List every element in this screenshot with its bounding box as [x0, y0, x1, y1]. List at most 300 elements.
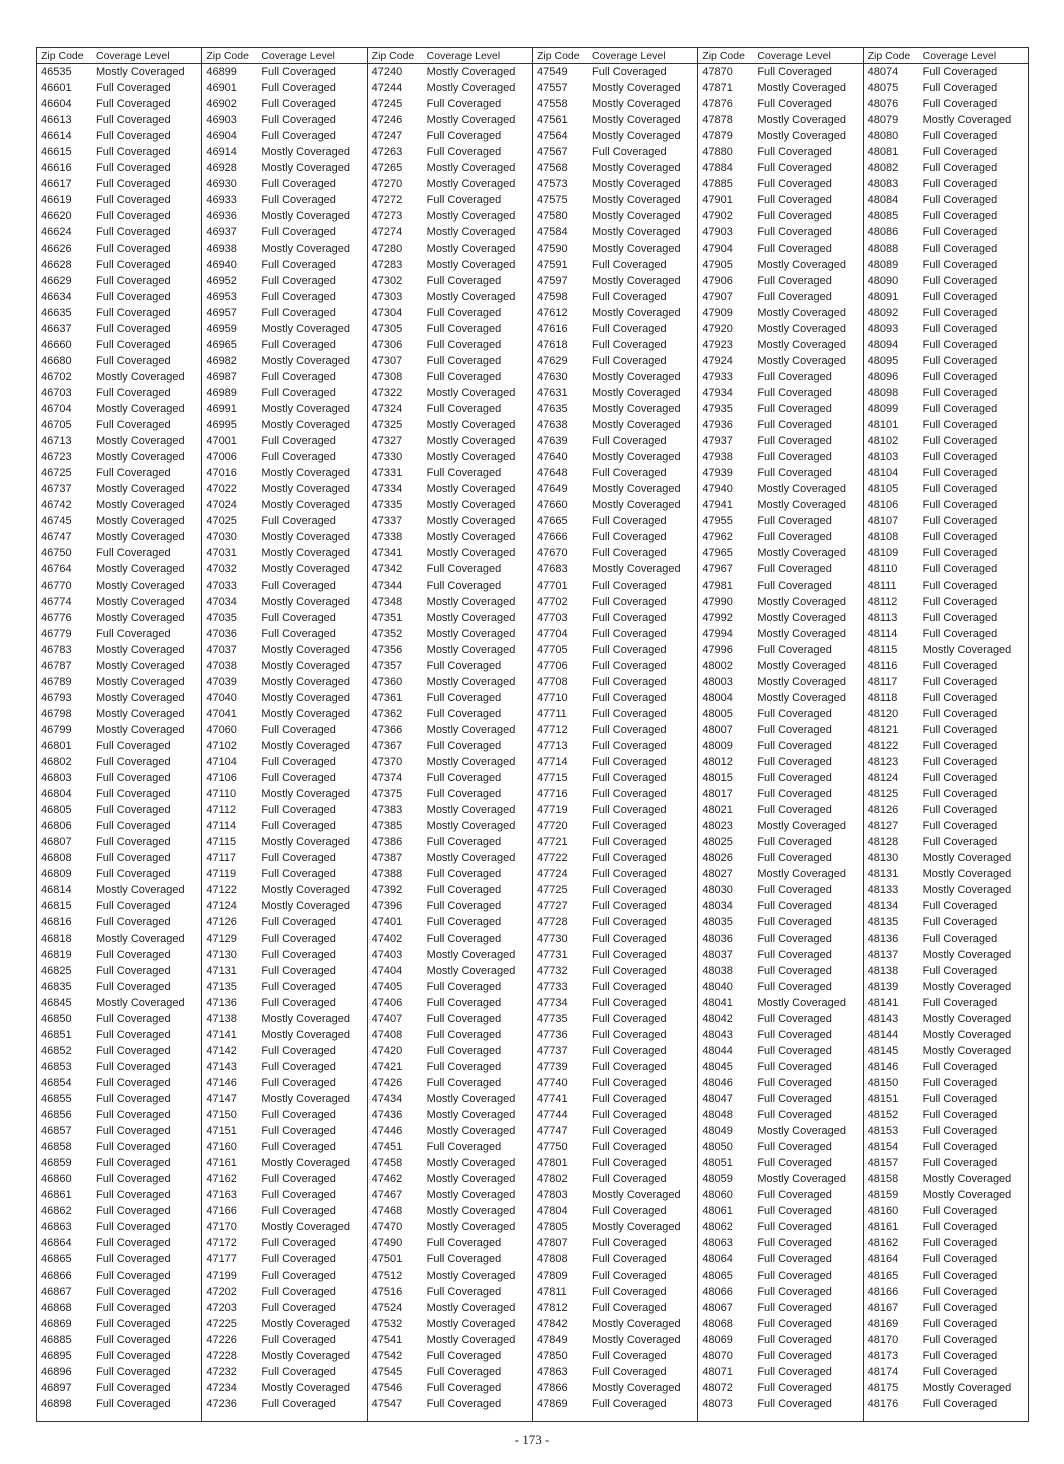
zip-code-cell: 48096 — [867, 370, 899, 383]
zip-code-cell: 47202 — [206, 1285, 237, 1298]
coverage-level-cell: Full Coveraged — [426, 739, 502, 752]
table-row — [368, 1251, 532, 1267]
table-row — [37, 1396, 201, 1412]
zip-code-cell: 46862 — [41, 1205, 72, 1218]
coverage-level-cell: Full Coveraged — [96, 788, 171, 801]
table-row — [533, 144, 697, 160]
zip-code-cell: 46899 — [206, 66, 237, 78]
table-row — [202, 1300, 366, 1316]
coverage-level-cell: Full Coveraged — [922, 916, 998, 929]
zip-code-cell: 47870 — [702, 66, 733, 78]
table-row — [698, 979, 862, 995]
coverage-level-cell: Mostly Coveraged — [96, 707, 185, 720]
coverage-level-cell: Full Coveraged — [591, 611, 667, 624]
table-row — [37, 898, 201, 914]
coverage-level-cell: Mostly Coveraged — [426, 419, 516, 432]
zip-code-cell: 47649 — [536, 483, 568, 496]
table-row — [698, 1171, 862, 1187]
coverage-level-cell: Mostly Coveraged — [591, 1381, 681, 1394]
coverage-level-cell: Mostly Coveraged — [757, 996, 846, 1009]
zip-code-cell: 48038 — [702, 964, 733, 977]
coverage-level-cell: Full Coveraged — [96, 756, 171, 769]
coverage-level-cell: Full Coveraged — [261, 611, 336, 624]
table-row — [698, 770, 862, 786]
table-row — [864, 1396, 1028, 1412]
zip-code-cell: 47039 — [206, 675, 237, 688]
coverage-level-cell: Full Coveraged — [591, 531, 667, 544]
coverage-level-cell: Full Coveraged — [426, 916, 502, 929]
coverage-level-cell: Full Coveraged — [757, 1397, 832, 1410]
coverage-level-cell: Full Coveraged — [261, 996, 336, 1009]
coverage-level-cell: Full Coveraged — [96, 1365, 171, 1378]
coverage-level-cell: Mostly Coveraged — [757, 547, 846, 560]
coverage-level-cell: Mostly Coveraged — [96, 435, 185, 448]
zip-code-cell: 46774 — [41, 595, 72, 608]
coverage-level-cell: Full Coveraged — [96, 386, 171, 399]
coverage-level-cell: Mostly Coveraged — [426, 595, 516, 608]
table-row — [368, 1348, 532, 1364]
table-row — [698, 64, 862, 80]
zip-code-cell: 47939 — [702, 467, 733, 480]
table-row — [202, 770, 366, 786]
table-row — [533, 561, 697, 577]
zip-code-cell: 48104 — [867, 467, 899, 480]
zip-code-cell: 46628 — [41, 258, 72, 271]
zip-code-cell: 48089 — [867, 258, 899, 271]
table-row — [37, 1139, 201, 1155]
coverage-level-cell: Full Coveraged — [261, 98, 336, 111]
table-row — [368, 1203, 532, 1219]
zip-code-cell: 47436 — [371, 1109, 403, 1122]
zip-code-cell: 47303 — [371, 290, 403, 303]
table-row — [864, 1235, 1028, 1251]
zip-code-cell: 48164 — [867, 1253, 899, 1266]
zip-code-cell: 47136 — [206, 996, 237, 1009]
zip-code-cell: 47884 — [702, 162, 733, 175]
table-row — [37, 658, 201, 674]
table-row — [864, 690, 1028, 706]
coverage-level-cell: Full Coveraged — [96, 1237, 171, 1250]
table-row — [864, 1380, 1028, 1396]
zip-code-cell: 46601 — [41, 82, 72, 95]
table-row — [533, 1396, 697, 1412]
zip-code-cell: 46819 — [41, 948, 72, 961]
coverage-level-cell: Full Coveraged — [757, 948, 832, 961]
coverage-level-header: Coverage Level — [261, 50, 335, 62]
table-row — [368, 979, 532, 995]
coverage-level-cell: Full Coveraged — [757, 1189, 832, 1202]
table-row — [864, 192, 1028, 208]
zip-code-cell: 48176 — [867, 1397, 899, 1410]
table-row — [37, 1059, 201, 1075]
table-row — [368, 529, 532, 545]
zip-code-cell: 48083 — [867, 178, 899, 191]
coverage-level-cell: Full Coveraged — [922, 1237, 998, 1250]
table-row — [368, 465, 532, 481]
zip-code-cell: 46635 — [41, 306, 72, 319]
coverage-level-cell: Full Coveraged — [426, 1397, 502, 1410]
table-row — [37, 401, 201, 417]
zip-code-cell: 47712 — [536, 723, 568, 736]
zip-code-cell: 46940 — [206, 258, 237, 271]
zip-code-cell: 46629 — [41, 274, 72, 287]
table-row — [864, 1171, 1028, 1187]
coverage-level-cell: Full Coveraged — [261, 306, 336, 319]
table-row — [368, 866, 532, 882]
zip-code-cell: 47225 — [206, 1317, 237, 1330]
table-row — [864, 369, 1028, 385]
coverage-level-cell: Full Coveraged — [922, 836, 998, 849]
table-row — [533, 1187, 697, 1203]
table-row — [698, 802, 862, 818]
coverage-level-cell: Full Coveraged — [261, 1237, 336, 1250]
coverage-level-cell: Full Coveraged — [261, 868, 336, 881]
table-row — [864, 1219, 1028, 1235]
table-row — [698, 722, 862, 738]
table-row — [864, 144, 1028, 160]
zip-code-cell: 47426 — [371, 1076, 403, 1089]
table-row — [202, 802, 366, 818]
table-row — [533, 112, 697, 128]
table-row — [864, 80, 1028, 96]
zip-code-cell: 47732 — [536, 964, 568, 977]
zip-code-cell: 48063 — [702, 1237, 733, 1250]
zip-code-cell: 46865 — [41, 1253, 72, 1266]
table-row — [533, 610, 697, 626]
zip-code-cell: 46789 — [41, 675, 72, 688]
zip-code-cell: 46742 — [41, 499, 72, 512]
coverage-level-cell: Mostly Coveraged — [426, 1109, 516, 1122]
table-row — [37, 866, 201, 882]
coverage-level-cell: Full Coveraged — [96, 1173, 171, 1186]
coverage-level-cell: Mostly Coveraged — [261, 659, 350, 672]
zip-code-cell: 46637 — [41, 322, 72, 335]
zip-code-cell: 47584 — [536, 226, 568, 239]
table-row — [37, 497, 201, 513]
coverage-level-cell: Full Coveraged — [96, 98, 171, 111]
coverage-level-cell: Full Coveraged — [922, 1269, 998, 1282]
coverage-level-cell: Full Coveraged — [96, 114, 171, 127]
coverage-level-cell: Full Coveraged — [261, 627, 336, 640]
table-row — [698, 353, 862, 369]
coverage-level-cell: Full Coveraged — [591, 980, 667, 993]
coverage-level-cell: Full Coveraged — [426, 467, 502, 480]
coverage-level-cell: Mostly Coveraged — [261, 419, 350, 432]
coverage-level-cell: Mostly Coveraged — [591, 162, 681, 175]
zip-code-cell: 47802 — [536, 1173, 568, 1186]
coverage-level-cell: Mostly Coveraged — [591, 242, 681, 255]
coverage-level-cell: Full Coveraged — [922, 772, 998, 785]
zip-code-cell: 46613 — [41, 114, 72, 127]
zip-code-cell: 48158 — [867, 1173, 899, 1186]
table-row — [698, 1203, 862, 1219]
zip-code-header: Zip Code — [206, 50, 249, 62]
coverage-level-cell: Full Coveraged — [922, 1397, 998, 1410]
zip-code-cell: 47060 — [206, 723, 237, 736]
table-row — [864, 706, 1028, 722]
coverage-level-cell: Mostly Coveraged — [261, 483, 350, 496]
table-row — [698, 1075, 862, 1091]
table-row — [864, 1107, 1028, 1123]
zip-code-cell: 48012 — [702, 756, 733, 769]
coverage-level-cell: Full Coveraged — [96, 820, 171, 833]
zip-code-cell: 47567 — [536, 146, 568, 159]
zip-code-cell: 48157 — [867, 1157, 899, 1170]
coverage-level-cell: Mostly Coveraged — [426, 1157, 516, 1170]
zip-code-cell: 47331 — [371, 467, 403, 480]
zip-code-cell: 46991 — [206, 402, 237, 415]
zip-code-cell: 47904 — [702, 242, 733, 255]
zip-code-cell: 47115 — [206, 836, 237, 849]
zip-code-cell: 46860 — [41, 1173, 72, 1186]
coverage-level-cell: Mostly Coveraged — [426, 1269, 516, 1282]
coverage-level-cell: Mostly Coveraged — [96, 643, 185, 656]
coverage-level-cell: Mostly Coveraged — [591, 370, 681, 383]
coverage-level-cell: Full Coveraged — [261, 1269, 336, 1282]
table-row — [37, 561, 201, 577]
zip-code-cell: 46982 — [206, 354, 237, 367]
zip-code-cell: 47741 — [536, 1093, 568, 1105]
table-row — [533, 594, 697, 610]
zip-code-cell: 47035 — [206, 611, 237, 624]
zip-code-cell: 46764 — [41, 563, 72, 576]
coverage-level-cell: Mostly Coveraged — [261, 675, 350, 688]
zip-code-cell: 48009 — [702, 739, 733, 752]
zip-code-cell: 46869 — [41, 1317, 72, 1330]
coverage-level-cell: Mostly Coveraged — [96, 402, 185, 415]
coverage-level-cell: Mostly Coveraged — [426, 1333, 516, 1346]
coverage-level-cell: Full Coveraged — [757, 226, 832, 239]
zip-code-cell: 46634 — [41, 290, 72, 303]
table-row — [533, 1364, 697, 1380]
table-row — [533, 1059, 697, 1075]
zip-code-cell: 48120 — [867, 707, 899, 720]
table-row — [202, 1332, 366, 1348]
coverage-level-cell: Mostly Coveraged — [261, 643, 350, 656]
coverage-level-cell: Mostly Coveraged — [426, 435, 516, 448]
coverage-level-cell: Full Coveraged — [96, 1349, 171, 1362]
table-row — [368, 1268, 532, 1284]
coverage-level-cell: Full Coveraged — [757, 194, 832, 207]
coverage-level-cell: Full Coveraged — [757, 146, 832, 159]
coverage-level-cell: Mostly Coveraged — [261, 242, 350, 255]
coverage-level-cell: Full Coveraged — [757, 402, 832, 415]
zip-code-cell: 47804 — [536, 1205, 568, 1218]
zip-code-cell: 47031 — [206, 547, 237, 560]
coverage-level-cell: Full Coveraged — [96, 868, 171, 881]
coverage-level-cell: Mostly Coveraged — [922, 1189, 1012, 1202]
table-row — [533, 337, 697, 353]
table-row — [37, 1171, 201, 1187]
zip-code-header: Zip Code — [867, 50, 911, 62]
coverage-level-cell: Full Coveraged — [426, 1253, 502, 1266]
table-row — [533, 128, 697, 144]
coverage-level-cell: Full Coveraged — [261, 1301, 336, 1314]
table-row — [37, 594, 201, 610]
table-row — [698, 1364, 862, 1380]
zip-code-cell: 47348 — [371, 595, 403, 608]
coverage-level-cell: Full Coveraged — [922, 1253, 998, 1266]
coverage-level-cell: Full Coveraged — [426, 1076, 502, 1089]
zip-code-cell: 47374 — [371, 772, 403, 785]
table-row — [533, 241, 697, 257]
table-row — [698, 947, 862, 963]
table-row — [698, 1300, 862, 1316]
zip-code-cell: 48088 — [867, 242, 899, 255]
zip-code-cell: 47341 — [371, 547, 403, 560]
coverage-level-cell: Mostly Coveraged — [591, 210, 681, 223]
zip-code-cell: 47446 — [371, 1125, 403, 1138]
table-row — [533, 1091, 697, 1107]
zip-code-cell: 47727 — [536, 900, 568, 913]
coverage-level-cell: Full Coveraged — [922, 996, 998, 1009]
coverage-level-cell: Mostly Coveraged — [261, 354, 350, 367]
table-row — [368, 786, 532, 802]
coverage-level-cell: Full Coveraged — [922, 707, 998, 720]
table-row — [533, 1075, 697, 1091]
zip-code-cell: 47876 — [702, 98, 733, 111]
table-row — [202, 690, 366, 706]
table-row — [202, 160, 366, 176]
coverage-level-cell: Full Coveraged — [922, 146, 998, 159]
zip-code-cell: 47451 — [371, 1141, 403, 1154]
zip-code-cell: 46952 — [206, 274, 237, 287]
zip-code-cell: 47849 — [536, 1333, 568, 1346]
coverage-level-cell: Mostly Coveraged — [591, 499, 681, 512]
coverage-level-cell: Full Coveraged — [757, 739, 832, 752]
coverage-level-cell: Full Coveraged — [261, 1365, 336, 1378]
table-row — [864, 866, 1028, 882]
zip-code-cell: 47356 — [371, 643, 403, 656]
zip-code-cell: 48136 — [867, 932, 899, 945]
zip-code-cell: 46808 — [41, 852, 72, 865]
table-row — [698, 850, 862, 866]
coverage-level-cell: Mostly Coveraged — [261, 547, 350, 560]
table-row — [533, 192, 697, 208]
table-row — [368, 578, 532, 594]
table-row — [202, 1027, 366, 1043]
zip-code-cell: 47392 — [371, 884, 403, 897]
coverage-level-cell: Full Coveraged — [757, 178, 832, 191]
table-row — [202, 1364, 366, 1380]
coverage-level-cell: Full Coveraged — [591, 707, 667, 720]
zip-code-cell: 46624 — [41, 226, 72, 239]
zip-code-cell: 46901 — [206, 82, 237, 95]
zip-code-cell: 47360 — [371, 675, 403, 688]
coverage-level-cell: Full Coveraged — [261, 756, 336, 769]
coverage-level-cell: Mostly Coveraged — [261, 322, 350, 335]
coverage-level-cell: Full Coveraged — [757, 643, 832, 656]
table-row — [37, 834, 201, 850]
table-row — [533, 208, 697, 224]
zip-code-cell: 47703 — [536, 611, 568, 624]
coverage-level-cell: Full Coveraged — [922, 1093, 998, 1105]
coverage-level-cell: Full Coveraged — [96, 467, 171, 480]
column-group — [697, 48, 862, 1421]
zip-code-cell: 47161 — [206, 1157, 237, 1170]
coverage-level-cell: Full Coveraged — [96, 1093, 171, 1105]
coverage-level-cell: Full Coveraged — [96, 146, 171, 159]
zip-code-cell: 47273 — [371, 210, 403, 223]
zip-code-cell: 47270 — [371, 178, 403, 191]
table-row — [864, 321, 1028, 337]
coverage-level-header: Coverage Level — [96, 50, 170, 62]
zip-code-cell: 48069 — [702, 1333, 733, 1346]
coverage-level-cell: Mostly Coveraged — [96, 675, 185, 688]
coverage-level-cell: Full Coveraged — [757, 1060, 832, 1073]
zip-code-cell: 47736 — [536, 1028, 568, 1041]
zip-code-cell: 48162 — [867, 1237, 899, 1250]
table-row — [864, 513, 1028, 529]
zip-code-cell: 47458 — [371, 1157, 403, 1170]
table-row — [37, 995, 201, 1011]
coverage-level-cell: Full Coveraged — [922, 82, 998, 95]
table-row — [37, 1380, 201, 1396]
table-row — [864, 1284, 1028, 1300]
coverage-level-cell: Full Coveraged — [922, 723, 998, 736]
coverage-level-cell: Mostly Coveraged — [426, 643, 516, 656]
table-row — [202, 1123, 366, 1139]
table-row — [368, 1043, 532, 1059]
coverage-level-cell: Full Coveraged — [922, 402, 998, 415]
coverage-level-cell: Full Coveraged — [261, 1141, 336, 1154]
table-row — [37, 626, 201, 642]
table-row — [698, 658, 862, 674]
zip-code-cell: 48138 — [867, 964, 899, 977]
coverage-level-cell: Full Coveraged — [96, 178, 171, 191]
coverage-level-cell: Mostly Coveraged — [922, 884, 1012, 897]
zip-code-cell: 47236 — [206, 1397, 237, 1410]
table-row — [37, 64, 201, 80]
coverage-level-cell: Full Coveraged — [426, 1060, 502, 1073]
zip-code-cell: 47850 — [536, 1349, 568, 1362]
coverage-level-cell: Full Coveraged — [261, 964, 336, 977]
table-row — [37, 850, 201, 866]
table-row — [202, 1396, 366, 1412]
zip-code-cell: 47704 — [536, 627, 568, 640]
coverage-level-cell: Full Coveraged — [96, 852, 171, 865]
table-row — [202, 80, 366, 96]
zip-code-cell: 48092 — [867, 306, 899, 319]
table-row — [864, 947, 1028, 963]
table-row — [864, 594, 1028, 610]
table-row — [368, 497, 532, 513]
coverage-level-cell: Mostly Coveraged — [261, 1028, 350, 1041]
coverage-level-cell: Mostly Coveraged — [261, 1157, 350, 1170]
coverage-level-cell: Mostly Coveraged — [922, 1044, 1012, 1057]
table-row — [698, 481, 862, 497]
zip-code-cell: 47408 — [371, 1028, 403, 1041]
zip-code-cell: 47226 — [206, 1333, 237, 1346]
zip-code-cell: 46804 — [41, 788, 72, 801]
column-header — [37, 48, 201, 64]
zip-code-cell: 47728 — [536, 916, 568, 929]
zip-code-cell: 48115 — [867, 643, 898, 656]
zip-code-cell: 48075 — [867, 82, 899, 95]
table-row — [698, 257, 862, 273]
coverage-level-cell: Full Coveraged — [96, 836, 171, 849]
coverage-level-cell: Full Coveraged — [426, 996, 502, 1009]
table-row — [368, 1123, 532, 1139]
coverage-level-cell: Mostly Coveraged — [591, 1189, 681, 1202]
coverage-level-cell: Mostly Coveraged — [426, 964, 516, 977]
table-row — [698, 449, 862, 465]
zip-code-cell: 48030 — [702, 884, 733, 897]
table-row — [37, 1219, 201, 1235]
zip-code-cell: 47001 — [206, 435, 237, 448]
coverage-level-cell: Full Coveraged — [757, 563, 832, 576]
coverage-level-cell: Mostly Coveraged — [922, 1012, 1012, 1025]
